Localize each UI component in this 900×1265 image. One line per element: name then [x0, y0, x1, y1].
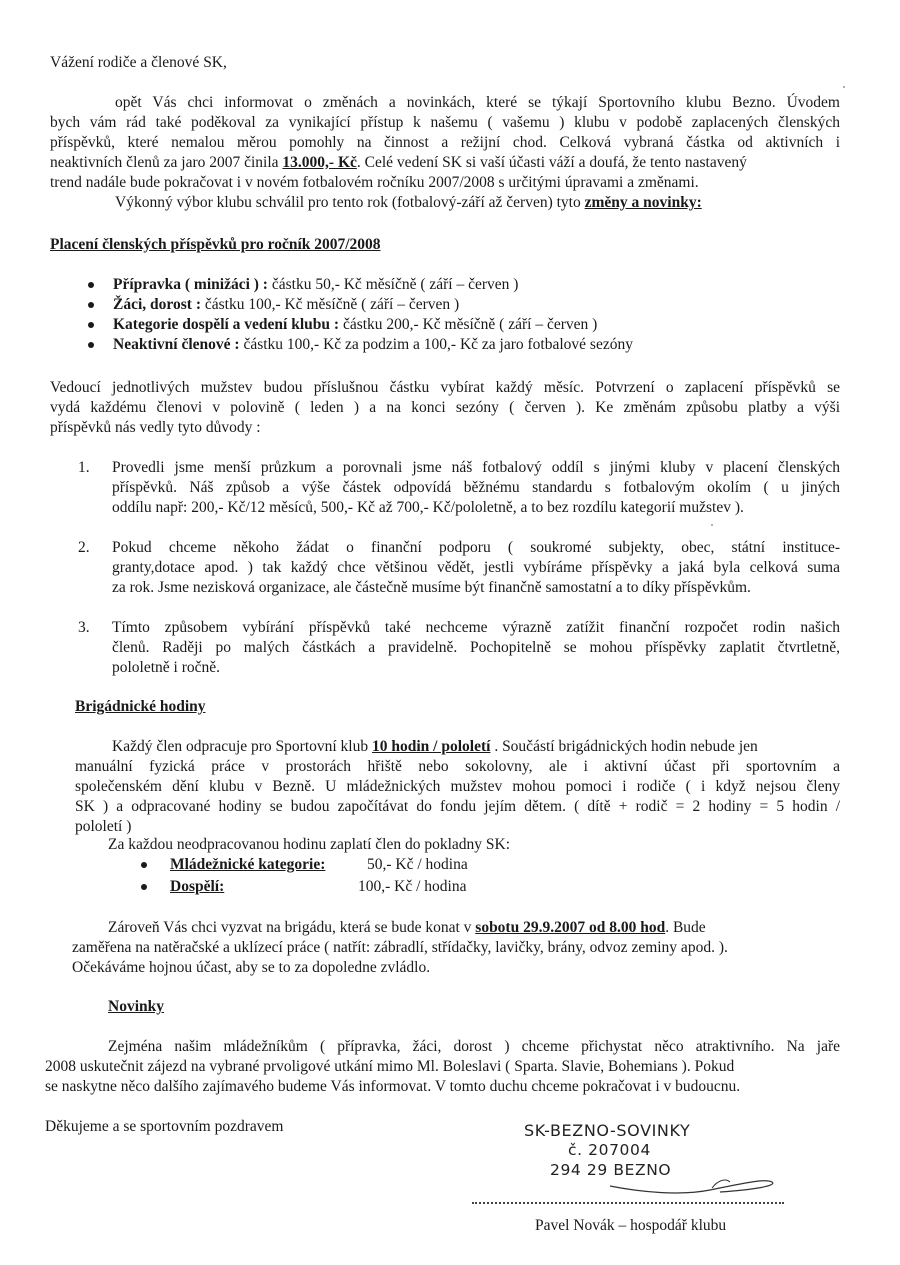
penalty-intro: Za každou neodpracovanou hodinu zaplatí člen do pokladny SK:: [108, 836, 511, 853]
fees-para-line-2: vydá každému členovi v polovině ( leden ) a na konci sezóny ( červen ). Ke změnám způsobu platby a výši: [50, 399, 840, 416]
fee-item-label: Přípravka ( minižáci ) :: [113, 276, 268, 293]
reason-number: 1.: [78, 459, 90, 476]
reason-2-line-2: granty,dotace apod. ) tak každý chce většinou vědět, jestli vybíráme příspěvky a jaká byla celková suma: [112, 559, 840, 576]
work-heading: Brigádnické hodiny: [75, 698, 206, 715]
reason-3-line-1: Tímto způsobem vybírání příspěvků také nechceme výrazně zatížit finanční rozpočet rodin našich: [112, 619, 840, 636]
signature-line: [472, 1202, 784, 1204]
brigade-line-1-start: Zároveň Vás chci vyzvat na brigádu, která se bude konat v: [108, 919, 476, 936]
scan-speck: [843, 86, 845, 88]
stamp-line-1: SK-BEZNO-SOVINKY: [524, 1121, 691, 1140]
penalty-value-adults: 100,- Kč / hodina: [358, 878, 467, 895]
brigade-line-3: Očekáváme hojnou účast, aby se to za dopoledne zvládlo.: [72, 959, 431, 976]
work-line-1: [112, 737, 758, 757]
news-heading: Novinky: [108, 998, 164, 1015]
scan-speck: [711, 524, 713, 526]
work-line-1-end: . Součástí brigádnických hodin nebude jen: [490, 738, 758, 755]
intro-line-6: [115, 193, 702, 213]
collected-amount: 13.000,- Kč: [282, 154, 357, 171]
fee-item-2: [113, 295, 459, 315]
work-line-1-start: Každý člen odpracuje pro Sportovní klub: [112, 738, 372, 755]
reason-2-line-1: Pokud chceme někoho žádat o finanční podporu ( soukromé subjekty, obec, státní institucе-: [112, 539, 840, 556]
bullet-icon: [88, 282, 94, 288]
fee-item-label: Žáci, dorost :: [113, 296, 201, 313]
closing: Děkujeme a se sportovním pozdravem: [45, 1118, 284, 1135]
fee-item-label: Kategorie dospělí a vedení klubu :: [113, 316, 340, 333]
brigade-line-1-end: . Bude: [665, 919, 706, 936]
bullet-icon: [141, 884, 147, 890]
fee-item-4: [113, 335, 633, 355]
fees-para-line-1: Vedoucí jednotlivých mužstev budou příslušnou částku vybírat každý měsíc. Potvrzení o zaplacení příspěvků se: [50, 379, 840, 396]
reason-3-line-3: pololetně i ročně.: [112, 659, 221, 676]
intro-line-4-start: neaktivních členů za jaro 2007 činila: [50, 154, 283, 171]
brigade-line-2: zaměřena na natěračské a uklízecí práce ( natřít: zábradlí, střídačky, lavičky, brány, odvoz zeminy apod. ).: [72, 939, 728, 956]
bullet-icon: [88, 302, 94, 308]
reason-1-line-2: příspěvků. Náš způsob a výše částek odpovídá běžnému standardu s fotbalovým okolím ( u jiných: [112, 479, 840, 496]
penalty-label-youth: Mládežnické kategorie:: [170, 856, 326, 873]
work-line-4: SK ) a odpracované hodiny se budou započítávat do fondu jejím dětem. ( dítě + rodič = 2 hodiny = 5 hodin /: [75, 798, 840, 815]
fee-item-label: Neaktivní členové :: [113, 336, 240, 353]
fee-item-1: [113, 275, 518, 295]
fees-heading: Placení členských příspěvků pro ročník 2007/2008: [50, 236, 381, 253]
intro-line-6-start: Výkonný výbor klubu schválil pro tento rok (fotbalový-září až červen) tyto: [115, 194, 585, 211]
news-line-1: Zejména našim mládežníkům ( přípravka, žáci, dorost ) chceme přichystat něco atraktivního. Na jaře: [108, 1038, 840, 1055]
bullet-icon: [88, 342, 94, 348]
reason-3-line-2: členů. Raději po malých částkách a pravidelně. Pochopitelně se mohou příspěvky zaplatit čtvrtletně,: [112, 639, 840, 656]
reason-1-line-1: Provedli jsme menší průzkum a porovnali jsme náš fotbalový oddíl s jinými kluby v placení členských: [112, 459, 840, 476]
signatory: Pavel Novák – hospodář klubu: [535, 1217, 727, 1234]
intro-line-1: opět Vás chci informovat o změnách a novinkách, které se týkají Sportovního klubu Bezno. Úvodem: [115, 94, 840, 111]
fees-para-line-3: příspěvků nás vedly tyto důvody :: [50, 419, 261, 436]
fee-item-text: částku 100,- Kč za podzim a 100,- Kč za jaro fotbalové sezóny: [239, 336, 633, 353]
changes-highlight: změny a novinky:: [584, 194, 702, 211]
bullet-icon: [88, 322, 94, 328]
work-line-2: manuální fyzická práce v prostorách hřiště nebo sokolovny, ale i aktivní účast při sportovním a: [75, 758, 840, 775]
bullet-icon: [141, 862, 147, 868]
reason-number: 2.: [78, 539, 90, 556]
intro-line-5: trend nadále bude pokračovat i v novém fotbalovém ročníku 2007/2008 s určitými úpravami a změnami.: [50, 174, 699, 191]
fee-item-text: částku 200,- Kč měsíčně ( září – červen ): [339, 316, 598, 333]
reason-2-line-3: za rok. Jsme nezisková organizace, ale částečně musíme být finančně samostatní a to díky příspěvkům.: [112, 579, 751, 596]
signature-scribble-icon: [600, 1168, 780, 1202]
greeting: Vážení rodiče a členové SK,: [50, 54, 227, 71]
reason-number: 3.: [78, 619, 90, 636]
stamp-line-2: č. 207004: [568, 1141, 651, 1159]
brigade-date: sobotu 29.9.2007 od 8.00 hod: [475, 919, 666, 936]
news-line-2: 2008 uskutečnit zájezd na vybrané prvoligové utkání mimo Ml. Boleslavi ( Sparta. Slavie, Bohemians ). Pokud: [45, 1058, 735, 1075]
reason-1-line-3: oddílu např: 200,- Kč/12 měsíců, 500,- Kč až 700,- Kč/pololetně, a to bez rozdílu kategorií mužstev ).: [112, 499, 744, 516]
required-hours: 10 hodin / pololetí: [372, 738, 491, 755]
intro-line-3: příspěvků, které nemalou měrou pomohly na činnost a režijní chod. Celková vybraná částka od aktivních i: [50, 134, 840, 151]
fee-item-text: částku 100,- Kč měsíčně ( září – červen ): [200, 296, 460, 313]
stamp-line-3: 294 29 BEZNO: [550, 1161, 672, 1179]
work-line-5: pololetí ): [75, 818, 132, 835]
intro-line-4-end: . Celé vedení SK si vaší účasti váží a doufá, že tento nastavený: [356, 154, 747, 171]
work-line-3: společenském dění klubu v Bezně. U mládežnických mužstev mohou pomoci i rodiče ( i když nejsou členy: [75, 778, 840, 795]
intro-line-4: [50, 153, 747, 173]
intro-line-2: bych vám rád také poděkoval za vynikající přístup k našemu ( vašemu ) klubu v podobě zaplacených členských: [50, 114, 840, 131]
brigade-line-1: [108, 918, 706, 938]
news-line-3: se naskytne něco dalšího zajímavého budeme Vás informovat. V tomto duchu chceme pokračovat i v budoucnu.: [45, 1078, 741, 1095]
penalty-label-adults: Dospělí:: [170, 878, 225, 895]
fee-item-text: částku 50,- Kč měsíčně ( září – červen ): [267, 276, 519, 293]
penalty-value-youth: 50,- Kč / hodina: [367, 856, 468, 873]
fee-item-3: [113, 315, 597, 335]
